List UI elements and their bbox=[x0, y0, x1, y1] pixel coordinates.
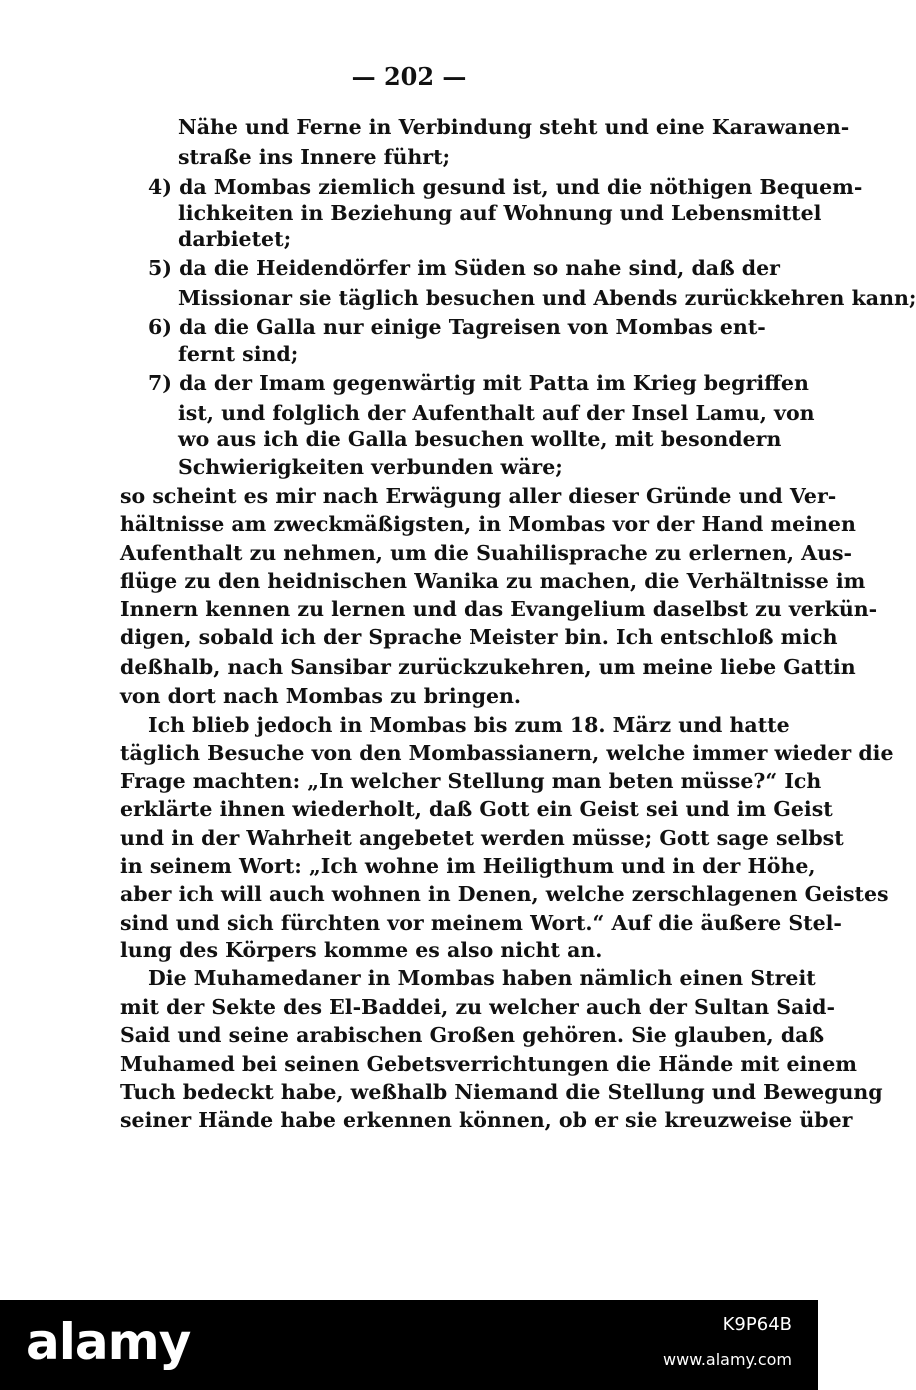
text-line: in seinem Wort: „Ich wohne im Heiligthum und in der Höhe, bbox=[120, 854, 816, 878]
text-line: flüge zu den heidnischen Wanika zu machen, die Verhältnisse im bbox=[120, 569, 866, 593]
text-line: Innern kennen zu lernen und das Evangelium daselbst zu verkün- bbox=[120, 597, 878, 621]
text-line: 7) da der Imam gegenwärtig mit Patta im Krieg begriffen bbox=[148, 371, 809, 395]
alamy-logo: alamy bbox=[26, 1313, 191, 1371]
text-line: mit der Sekte des El-Baddei, zu welcher auch der Sultan Said- bbox=[120, 995, 836, 1019]
text-line: von dort nach Mombas zu bringen. bbox=[120, 684, 522, 708]
text-line: Missionar sie täglich besuchen und Abends zurückkehren kann; bbox=[178, 286, 916, 310]
text-line: hältnisse am zweckmäßigsten, in Mombas vor der Hand meinen bbox=[120, 512, 856, 536]
text-line: Tuch bedeckt habe, weßhalb Niemand die Stellung und Bewegung bbox=[120, 1080, 883, 1104]
text-line: aber ich will auch wohnen in Denen, welche zerschlagenen Geistes bbox=[120, 882, 889, 906]
text-line: seiner Hände habe erkennen können, ob er sie kreuzweise über bbox=[120, 1108, 853, 1132]
text-line: Muhamed bei seinen Gebetsverrichtungen die Hände mit einem bbox=[120, 1052, 857, 1076]
text-line: Said und seine arabischen Großen gehören. Sie glauben, daß bbox=[120, 1023, 825, 1047]
text-line: erklärte ihnen wiederholt, daß Gott ein Geist sei und im Geist bbox=[120, 797, 833, 821]
text-line: Aufenthalt zu nehmen, um die Suahilisprache zu erlernen, Aus- bbox=[120, 541, 853, 565]
text-line: Die Muhamedaner in Mombas haben nämlich einen Streit bbox=[148, 966, 816, 990]
text-line: darbietet; bbox=[178, 227, 292, 251]
text-line: 4) da Mombas ziemlich gesund ist, und die nöthigen Bequem- bbox=[148, 175, 863, 199]
watermark-banner bbox=[0, 1300, 818, 1390]
text-line: wo aus ich die Galla besuchen wollte, mit besondern bbox=[178, 427, 782, 451]
page-number: — 202 — bbox=[351, 62, 467, 91]
text-line: lung des Körpers komme es also nicht an. bbox=[120, 938, 603, 962]
text-line: fernt sind; bbox=[178, 342, 299, 366]
text-line: täglich Besuche von den Mombassianern, welche immer wieder die bbox=[120, 741, 894, 765]
text-line: Frage machten: „In welcher Stellung man beten müsse?“ Ich bbox=[120, 769, 822, 793]
text-line: so scheint es mir nach Erwägung aller dieser Gründe und Ver- bbox=[120, 484, 837, 508]
text-line: ist, und folglich der Aufenthalt auf der Insel Lamu, von bbox=[178, 401, 815, 425]
text-line: lichkeiten in Beziehung auf Wohnung und Lebensmittel bbox=[178, 201, 822, 225]
text-line: straße ins Innere führt; bbox=[178, 145, 451, 169]
text-line: sind und sich fürchten vor meinem Wort.“ Auf die äußere Stel- bbox=[120, 911, 842, 935]
text-line: deßhalb, nach Sansibar zurückzukehren, um meine liebe Gattin bbox=[120, 655, 856, 679]
image-code: K9P64B bbox=[722, 1314, 792, 1335]
text-line: und in der Wahrheit angebetet werden müsse; Gott sage selbst bbox=[120, 826, 844, 850]
text-line: digen, sobald ich der Sprache Meister bin. Ich entschloß mich bbox=[120, 625, 838, 649]
text-line: 6) da die Galla nur einige Tagreisen von Mombas ent- bbox=[148, 315, 766, 339]
text-line: Ich blieb jedoch in Mombas bis zum 18. März und hatte bbox=[148, 713, 790, 737]
text-line: Nähe und Ferne in Verbindung steht und eine Karawanen- bbox=[178, 115, 850, 139]
site-url: www.alamy.com bbox=[663, 1350, 792, 1369]
text-line: 5) da die Heidendörfer im Süden so nahe sind, daß der bbox=[148, 256, 780, 280]
text-line: Schwierigkeiten verbunden wäre; bbox=[178, 455, 563, 479]
